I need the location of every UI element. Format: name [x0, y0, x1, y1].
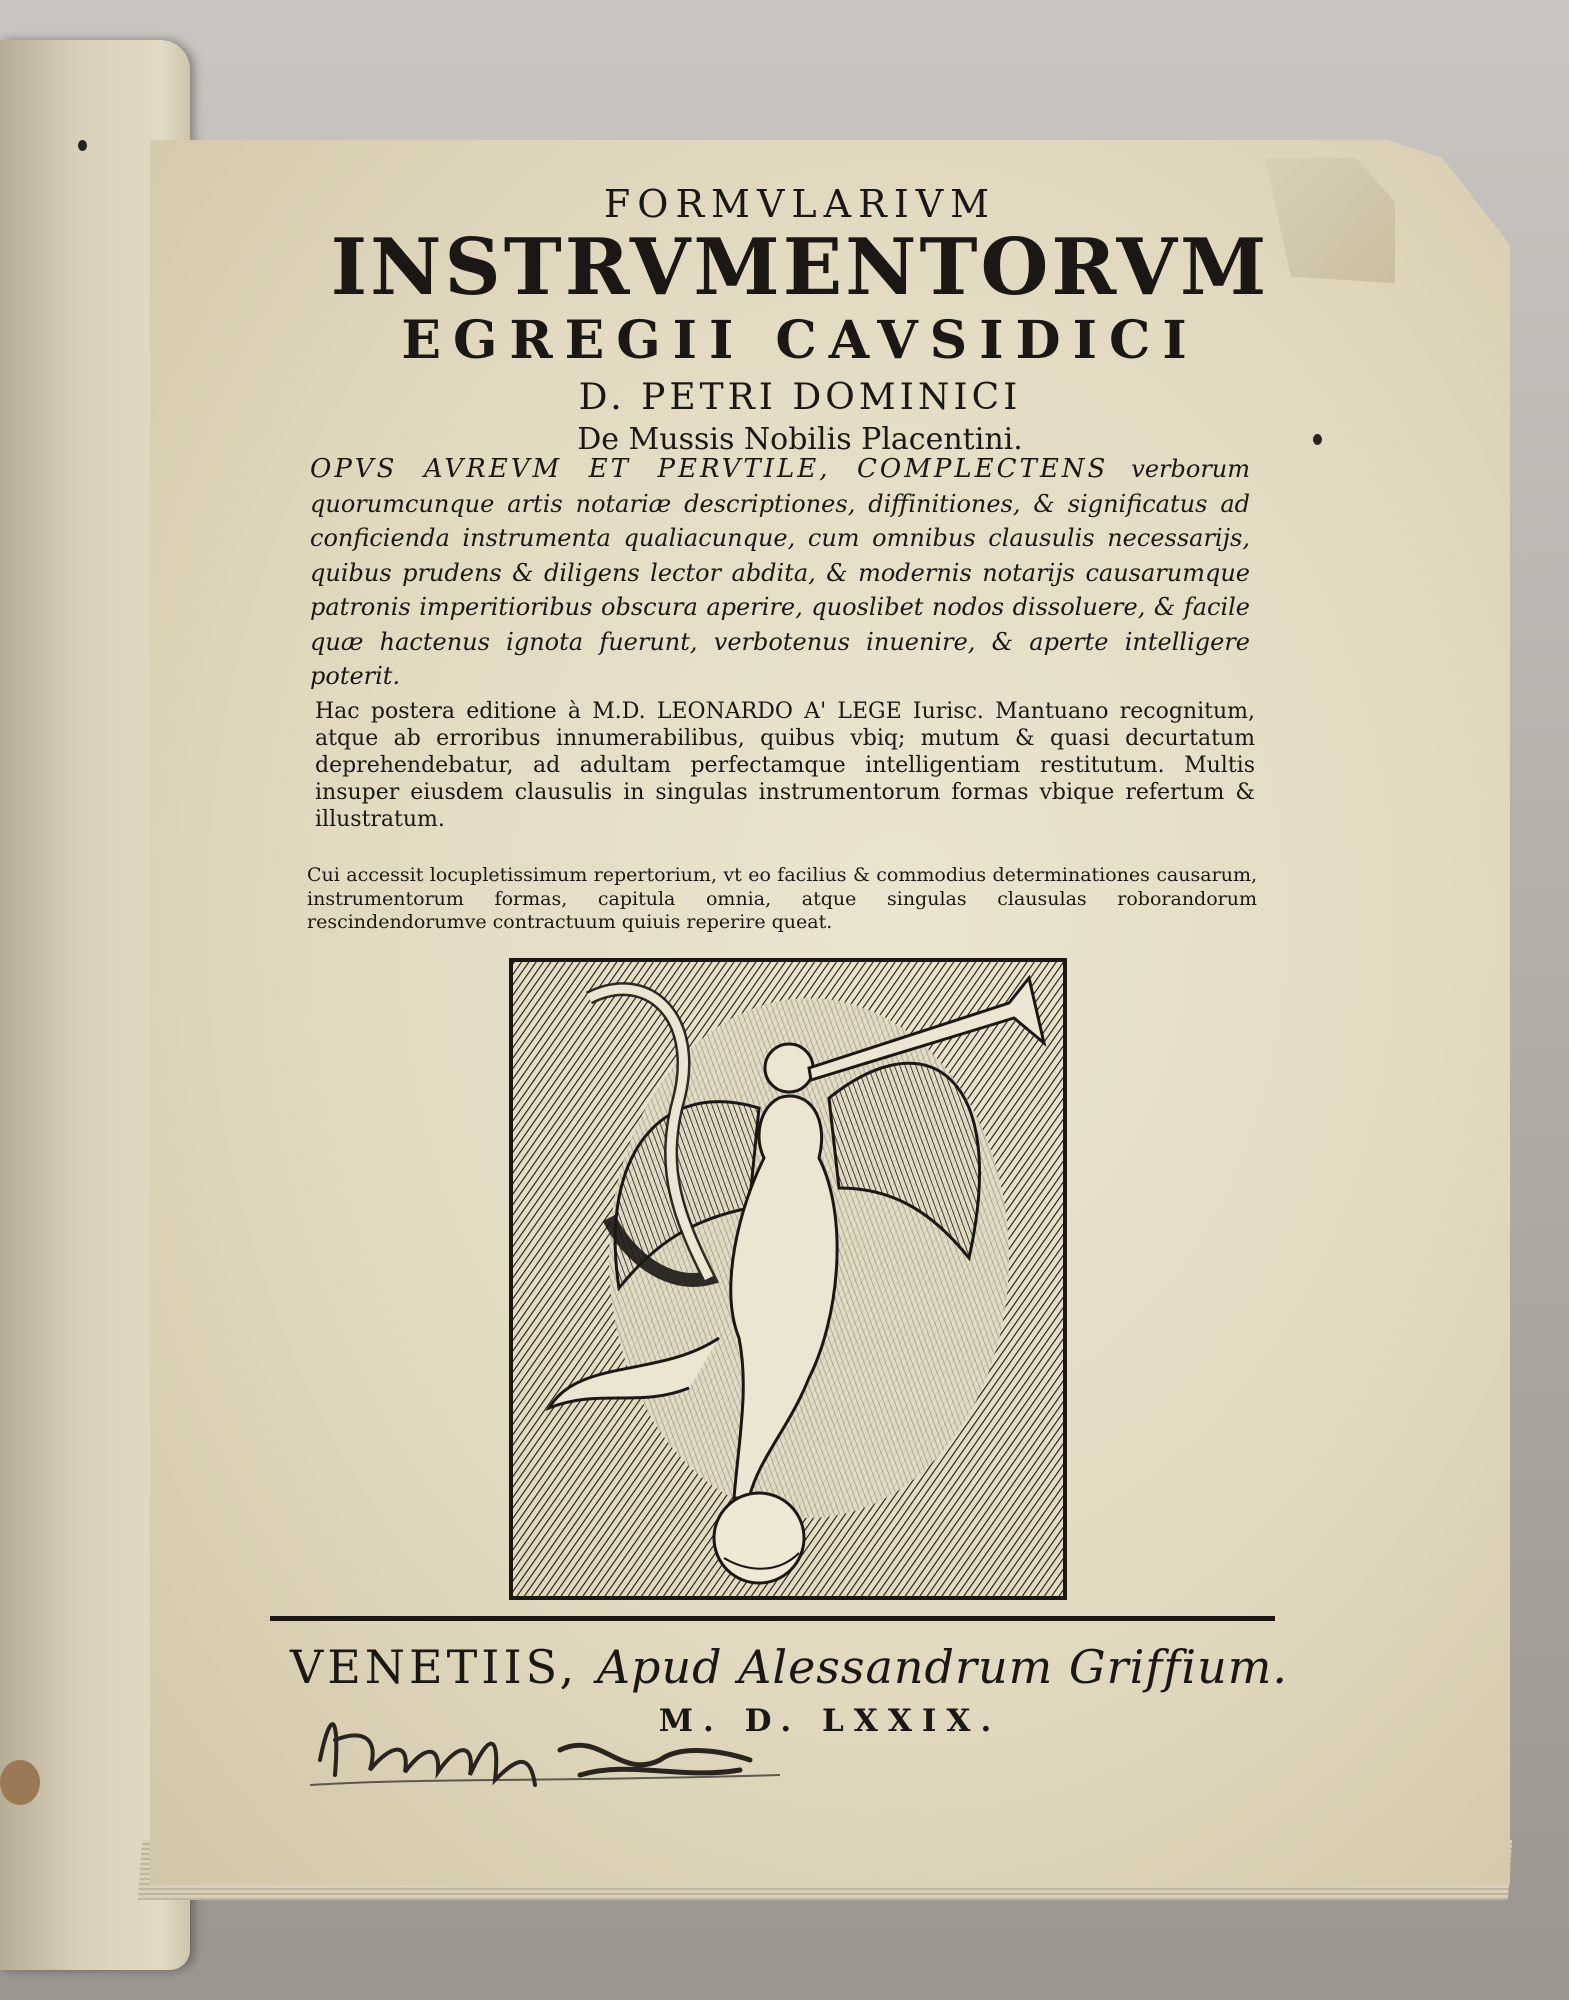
handwritten-signature [300, 1690, 800, 1800]
woodcut-illustration [509, 958, 1067, 1600]
title-line-3: EGREGII CAVSIDICI [401, 310, 1199, 371]
opus-lead: OPVS AVREVM ET PERVTILE, COMPLECTENS [310, 454, 1109, 484]
imprint-line [290, 1640, 1288, 1694]
title-line-1: FORMVLARIVM [603, 182, 997, 226]
imprint-city: VENETIIS, [290, 1640, 579, 1694]
stain [0, 1760, 40, 1805]
opus-paragraph [310, 452, 1250, 694]
repertorium-paragraph: Cui accessit locupletissimum repertorium, vt eo facilius & commodius determinationes causarum, instrumentorum formas, capitula omnia, atque singulas clausulas roborandorum rescindendorumve contractuum quiuis reperire queat. [307, 864, 1257, 933]
editio-paragraph: Hac postera editione à M.D. LEONARDO A' LEGE Iurisc. Mantuano recognitum, atque ab erroribus innumerabilibus, quibus vbiq; mutum & quasi decurtatum deprehendebatur, ad adultam perfectamque intelligentiam restitutum. Multis insuper eiusdem clausulis in singulas instrumentorum formas vbique refertum & illustratum. [315, 699, 1255, 832]
opus-body: verborum quorumcunque artis notariæ descriptiones, diffinitiones, & significatus ad conficienda instrumenta qualiacunque, cum omnibus clausulis necessarijs, quibus prudens & diligens lector abdita, & modernis notarijs causarumque patronis imperitioribus obscura aperire, quoslibet nodos dissoluere, & facile quæ hactenus ignota fuerunt, verbotenus inuenire, & aperte intelligere poterit. [310, 455, 1250, 690]
author-origin: De Mussis Nobilis Placentini. [577, 422, 1023, 457]
title-line-2: INSTRVMENTORVM [330, 222, 1270, 313]
imprint-printer: Apud Alessandrum Griffium. [596, 1640, 1288, 1694]
ink-spot [78, 140, 87, 151]
author-line: D. PETRI DOMINICI [578, 377, 1022, 418]
title-block [180, 180, 1420, 460]
divider-rule [270, 1616, 1275, 1621]
imprint-year: M. D. LXXIX. [658, 1703, 1002, 1739]
